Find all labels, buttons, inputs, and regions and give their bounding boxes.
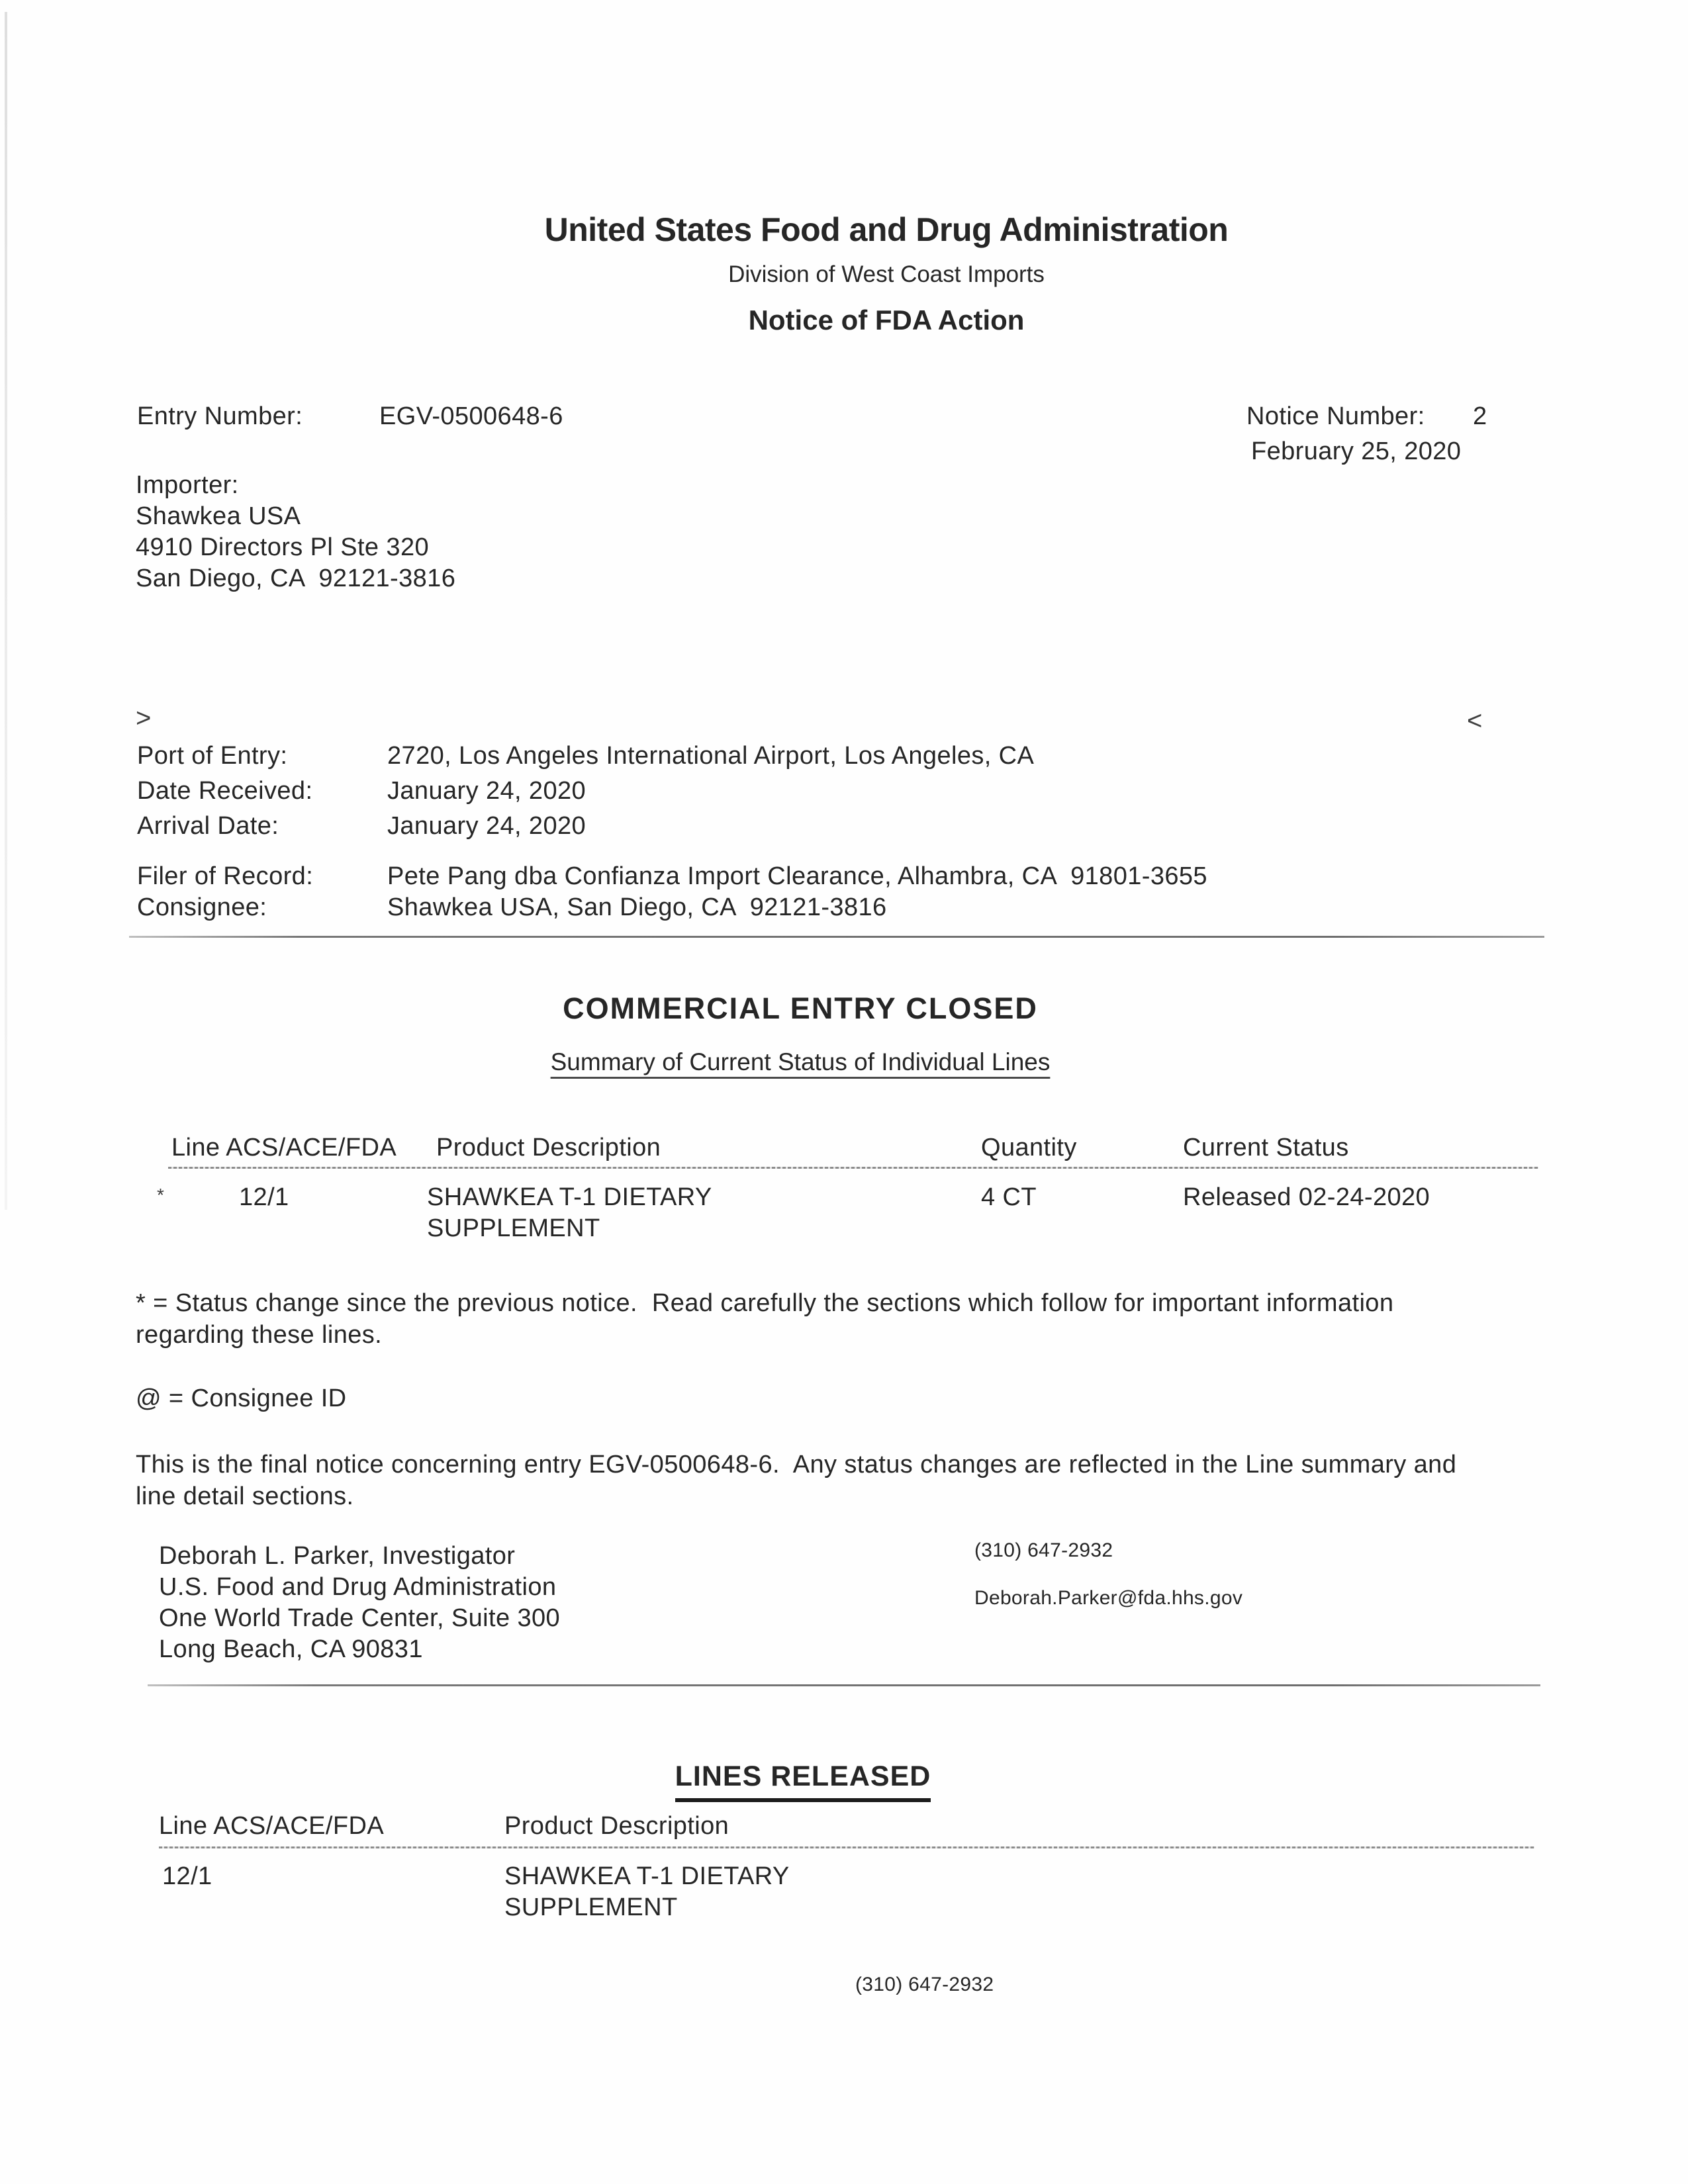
investigator-phone: (310) 647-2932 xyxy=(974,1539,1113,1561)
investigator-address2: Long Beach, CA 90831 xyxy=(159,1635,423,1663)
summary-col-quantity: Quantity xyxy=(981,1134,1077,1161)
row-product-line1: SHAWKEA T-1 DIETARY xyxy=(427,1183,712,1211)
row-line-number: 12/1 xyxy=(239,1183,289,1211)
investigator-name: Deborah L. Parker, Investigator xyxy=(159,1542,516,1570)
header-notice-title xyxy=(42,304,1688,336)
date-received-value: January 24, 2020 xyxy=(387,777,586,805)
arrival-date-label: Arrival Date: xyxy=(137,812,279,840)
entry-number-value: EGV-0500648-6 xyxy=(379,402,563,430)
divider-line xyxy=(129,936,1544,938)
summary-header-rule xyxy=(168,1167,1538,1169)
lines-released-heading: LINES RELEASED xyxy=(675,1760,931,1802)
consignee-value: Shawkea USA, San Diego, CA 92121-3816 xyxy=(387,893,887,921)
chevron-right-icon: > xyxy=(136,704,152,733)
importer-name: Shawkea USA xyxy=(136,502,301,530)
importer-address-line1: 4910 Directors Pl Ste 320 xyxy=(136,533,430,561)
final-notice-line1: This is the final notice concerning entry EGV-0500648-6. Any status changes are reflected in the Line summary and xyxy=(136,1451,1457,1479)
header xyxy=(42,210,1688,249)
summary-heading: Summary of Current Status of Individual Lines xyxy=(550,1048,1051,1075)
division-subtitle: Division of West Coast Imports xyxy=(728,261,1045,287)
row-product-line2: SUPPLEMENT xyxy=(427,1214,600,1242)
released-heading-wrap xyxy=(0,1760,1647,1802)
investigator-org: U.S. Food and Drug Administration xyxy=(159,1573,557,1601)
filer-of-record-value: Pete Pang dba Confianza Import Clearance, Alhambra, CA 91801-3655 xyxy=(387,862,1207,890)
final-notice-line2: line detail sections. xyxy=(136,1482,354,1510)
asterisk-note-line2: regarding these lines. xyxy=(136,1321,383,1349)
date-received-label: Date Received: xyxy=(137,777,313,805)
status-heading-wrap xyxy=(0,991,1644,1026)
row-quantity: 4 CT xyxy=(981,1183,1037,1211)
asterisk-note-line1: * = Status change since the previous notice. Read carefully the sections which follow for important information xyxy=(136,1289,1394,1317)
summary-heading-wrap xyxy=(0,1048,1644,1076)
port-of-entry-value: 2720, Los Angeles International Airport, Los Angeles, CA xyxy=(387,742,1035,770)
summary-col-line: Line ACS/ACE/FDA xyxy=(171,1134,397,1161)
commercial-entry-closed-heading: COMMERCIAL ENTRY CLOSED xyxy=(563,991,1038,1025)
released-col-product: Product Description xyxy=(504,1812,729,1840)
entry-number-label: Entry Number: xyxy=(137,402,303,430)
released-col-line: Line ACS/ACE/FDA xyxy=(159,1812,385,1840)
released-row-product-line2: SUPPLEMENT xyxy=(504,1893,678,1921)
divider-line xyxy=(148,1684,1540,1686)
released-row-line: 12/1 xyxy=(162,1862,212,1890)
investigator-address1: One World Trade Center, Suite 300 xyxy=(159,1604,561,1632)
notice-title: Notice of FDA Action xyxy=(748,304,1025,336)
consignee-label: Consignee: xyxy=(137,893,267,921)
notice-number-label: Notice Number: xyxy=(1246,402,1425,430)
agency-title: United States Food and Drug Administration xyxy=(544,211,1229,248)
arrival-date-value: January 24, 2020 xyxy=(387,812,586,840)
chevron-left-icon: < xyxy=(1467,706,1483,735)
row-status-flag: * xyxy=(157,1185,165,1205)
summary-col-product: Product Description xyxy=(436,1134,661,1161)
notice-number-value: 2 xyxy=(1473,402,1487,430)
importer-label: Importer: xyxy=(136,471,239,499)
notice-date: February 25, 2020 xyxy=(1251,437,1462,465)
row-current-status: Released 02-24-2020 xyxy=(1183,1183,1430,1211)
consignee-id-note: @ = Consignee ID xyxy=(136,1385,347,1412)
released-header-rule xyxy=(159,1846,1534,1848)
released-row-product-line1: SHAWKEA T-1 DIETARY xyxy=(504,1862,790,1890)
port-of-entry-label: Port of Entry: xyxy=(137,742,288,770)
filer-of-record-label: Filer of Record: xyxy=(137,862,314,890)
importer-address-line2: San Diego, CA 92121-3816 xyxy=(136,565,456,592)
header-division xyxy=(42,261,1688,288)
summary-col-status: Current Status xyxy=(1183,1134,1349,1161)
investigator-email: Deborah.Parker@fda.hhs.gov xyxy=(974,1587,1243,1609)
scan-edge-artifact xyxy=(5,12,7,1210)
footer-phone: (310) 647-2932 xyxy=(855,1974,994,1995)
